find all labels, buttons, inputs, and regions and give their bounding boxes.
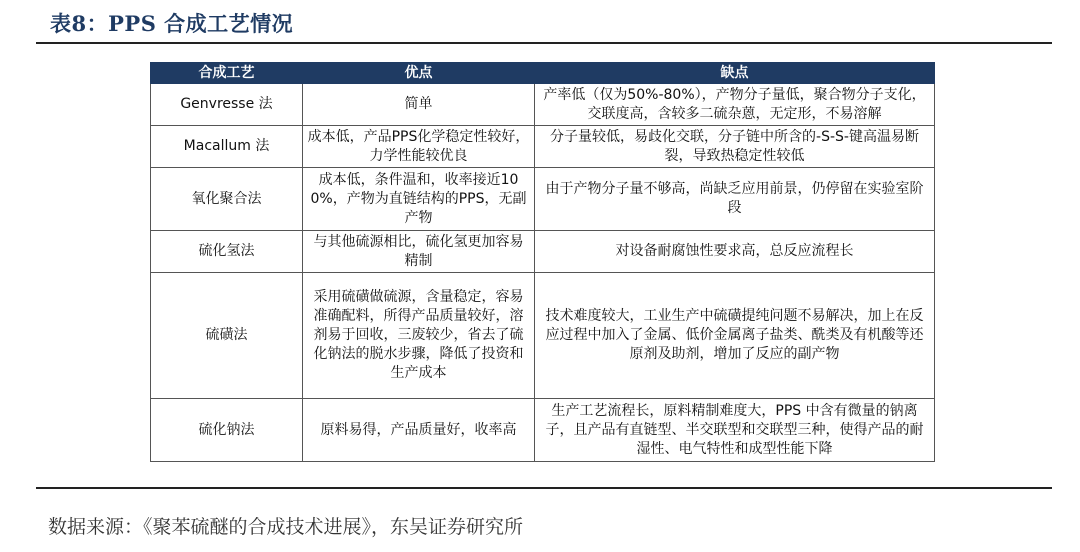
table-row <box>151 273 935 399</box>
pros-cell: 采用硫磺做硫源，含量稳定，容易准确配料，所得产品质量较好，溶剂易于回收，三废较少，省去了硫化钠法的脱水步骤，降低了投资和生产成本 <box>303 273 535 399</box>
table-row <box>151 84 935 126</box>
pros-cell: 成本低，条件温和，收率接近100%，产物为直链结构的PPS，无副产物 <box>303 168 535 231</box>
table-row <box>151 399 935 462</box>
header-pros: 优点 <box>303 63 535 84</box>
top-divider <box>36 42 1052 44</box>
header-process: 合成工艺 <box>151 63 303 84</box>
pros-cell: 与其他硫源相比，硫化氢更加容易精制 <box>303 231 535 273</box>
cons-cell: 产率低（仅为50%-80%），产物分子量低，聚合物分子支化，交联度高，含较多二硫杂蒽，无定形，不易溶解 <box>535 84 935 126</box>
cons-cell: 生产工艺流程长，原料精制难度大，PPS 中含有微量的钠离子，且产品有直链型、半交联型和交联型三种，使得产品的耐湿性、电气特性和成型性能下降 <box>535 399 935 462</box>
process-cell: 硫化钠法 <box>151 399 303 462</box>
cons-cell: 对设备耐腐蚀性要求高，总反应流程长 <box>535 231 935 273</box>
cons-cell: 技术难度较大，工业生产中硫磺提纯问题不易解决，加上在反应过程中加入了金属、低价金属离子盐类、酰类及有机酸等还原剂及助剂，增加了反应的副产物 <box>535 273 935 399</box>
header-cons: 缺点 <box>535 63 935 84</box>
pros-cell: 成本低，产品PPS化学稳定性较好，力学性能较优良 <box>303 126 535 168</box>
bottom-divider <box>36 487 1052 489</box>
process-cell: 硫磺法 <box>151 273 303 399</box>
table-header-row <box>151 63 935 84</box>
pros-cell: 简单 <box>303 84 535 126</box>
source-note: 数据来源：《聚苯硫醚的合成技术进展》，东吴证券研究所 <box>48 516 524 538</box>
table-row <box>151 168 935 231</box>
process-cell: 硫化氢法 <box>151 231 303 273</box>
table-title: 表8：PPS 合成工艺情况 <box>50 11 294 36</box>
table-row <box>151 126 935 168</box>
process-cell: 氧化聚合法 <box>151 168 303 231</box>
pros-cell: 原料易得，产品质量好，收率高 <box>303 399 535 462</box>
pps-process-table <box>150 62 935 462</box>
table-row <box>151 231 935 273</box>
process-cell: Macallum 法 <box>151 126 303 168</box>
cons-cell: 分子量较低，易歧化交联，分子链中所含的-S-S-键高温易断裂，导致热稳定性较低 <box>535 126 935 168</box>
cons-cell: 由于产物分子量不够高，尚缺乏应用前景，仍停留在实验室阶段 <box>535 168 935 231</box>
process-cell: Genvresse 法 <box>151 84 303 126</box>
